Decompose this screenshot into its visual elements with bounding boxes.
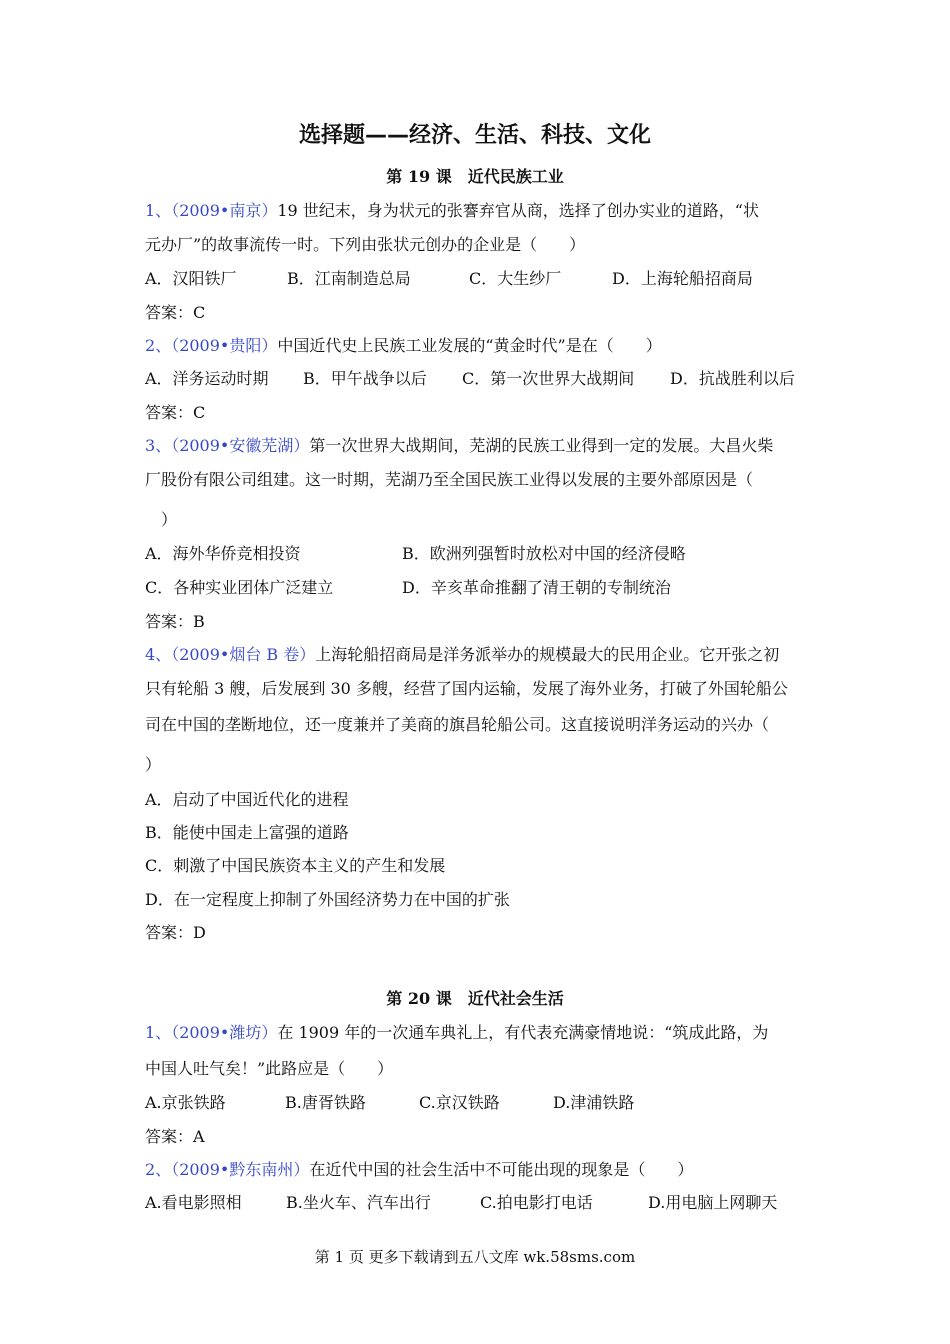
l20-q2-option-d: D.用电脑上网聊天 (648, 1193, 778, 1212)
l20-q1-option-a: A.京张铁路 (145, 1093, 226, 1112)
l19-q1-answer: 答案：C (145, 303, 206, 322)
l19-q4-line3: 司在中国的垄断地位，还一度兼并了美商的旗昌轮船公司。这直接说明洋务运动的兴办（ (145, 715, 770, 734)
l20-q2-option-a: A.看电影照相 (145, 1193, 242, 1212)
l19-q4-option-b: B．能使中国走上富强的道路 (145, 823, 349, 842)
l19-q2-line1 (145, 333, 662, 356)
question-source: （2009•烟台 B 卷） (171, 645, 316, 664)
question-source: （2009•贵阳） (171, 336, 278, 355)
question-source: （2009•潍坊） (171, 1023, 278, 1042)
page-title: 选择题——经济、生活、科技、文化 (298, 123, 651, 148)
l19-q1-line2: 元办厂”的故事流传一时。下列由张状元创办的企业是（ ） (145, 235, 586, 254)
l19-q3-option-a: A．海外华侨竞相投资 (145, 544, 301, 563)
question-number: 2、 (145, 336, 172, 355)
l19-q3-option-c: C．各种实业团体广泛建立 (145, 578, 334, 597)
l20-q1-line1 (145, 1020, 768, 1043)
l20-q2-option-c: C.拍电影打电话 (480, 1193, 593, 1212)
l20-q1-option-d: D.津浦铁路 (553, 1093, 635, 1112)
l20-q2-line1 (145, 1157, 693, 1180)
question-text: 19 世纪末，身为状元的张謇弃官从商，选择了创办实业的道路，“状 (277, 201, 759, 220)
l19-q1-option-d: D．上海轮船招商局 (612, 269, 753, 288)
question-text: 上海轮船招商局是洋务派举办的规模最大的民用企业。它开张之初 (315, 645, 780, 664)
question-source: （2009•南京） (171, 201, 278, 220)
question-number: 3、 (145, 436, 172, 455)
l19-q1-option-a: A．汉阳铁厂 (145, 269, 237, 288)
l19-q3-line2: 厂股份有限公司组建。这一时期，芜湖乃至全国民族工业得以发展的主要外部原因是（ (145, 470, 754, 489)
l19-q4-line4: ） (145, 755, 162, 774)
l19-q4-option-c: C．刺激了中国民族资本主义的产生和发展 (145, 856, 446, 875)
lesson-20-heading: 第 20 课 近代社会生活 (386, 989, 564, 1008)
l19-q1-line1 (145, 198, 759, 221)
question-text: 在近代中国的社会生活中不可能出现的现象是（ ） (309, 1160, 694, 1179)
l19-q4-option-d: D．在一定程度上抑制了外国经济势力在中国的扩张 (145, 890, 510, 909)
l20-q1-option-c: C.京汉铁路 (419, 1093, 500, 1112)
l19-q3-line3: ） (145, 510, 178, 529)
l20-q1-answer: 答案：A (145, 1127, 205, 1146)
l19-q4-answer: 答案：D (145, 923, 206, 942)
l19-q3-answer: 答案：B (145, 612, 205, 631)
l19-q4-option-a: A．启动了中国近代化的进程 (145, 790, 349, 809)
l19-q2-answer: 答案：C (145, 403, 206, 422)
question-source: （2009•安徽芜湖） (171, 436, 310, 455)
question-number: 4、 (145, 645, 172, 664)
l19-q1-option-b: B．江南制造总局 (287, 269, 411, 288)
l20-q2-option-b: B.坐火车、汽车出行 (286, 1193, 431, 1212)
l19-q2-option-b: B．甲午战争以后 (303, 369, 427, 388)
question-source: （2009•黔东南州） (171, 1160, 310, 1179)
l19-q3-option-b: B．欧洲列强暂时放松对中国的经济侵略 (402, 544, 686, 563)
l19-q3-line1 (145, 433, 773, 456)
l19-q3-option-d: D．辛亥革命推翻了清王朝的专制统治 (402, 578, 671, 597)
question-number: 1、 (145, 1023, 172, 1042)
question-number: 1、 (145, 201, 172, 220)
lesson-19-heading: 第 19 课 近代民族工业 (386, 167, 564, 186)
page-footer: 第 1 页 更多下载请到五八文库 wk.58sms.com (314, 1248, 636, 1266)
l20-q1-option-b: B.唐胥铁路 (285, 1093, 366, 1112)
l19-q2-option-d: D．抗战胜利以后 (670, 369, 795, 388)
l20-q1-line2: 中国人吐气矣！”此路应是（ ） (145, 1059, 394, 1078)
l19-q2-option-a: A．洋务运动时期 (145, 369, 269, 388)
question-number: 2、 (145, 1160, 172, 1179)
l19-q1-option-c: C．大生纱厂 (469, 269, 562, 288)
question-text: 第一次世界大战期间，芜湖的民族工业得到一定的发展。大昌火柴 (309, 436, 774, 455)
question-text: 中国近代史上民族工业发展的“黄金时代”是在（ ） (277, 336, 662, 355)
l19-q4-line2: 只有轮船 3 艘，后发展到 30 多艘，经营了国内运输，发展了海外业务，打破了外国轮船公 (145, 679, 788, 698)
question-text: 在 1909 年的一次通车典礼上，有代表充满豪情地说：“筑成此路，为 (277, 1023, 769, 1042)
l19-q2-option-c: C．第一次世界大战期间 (462, 369, 635, 388)
l19-q4-line1 (145, 642, 779, 665)
